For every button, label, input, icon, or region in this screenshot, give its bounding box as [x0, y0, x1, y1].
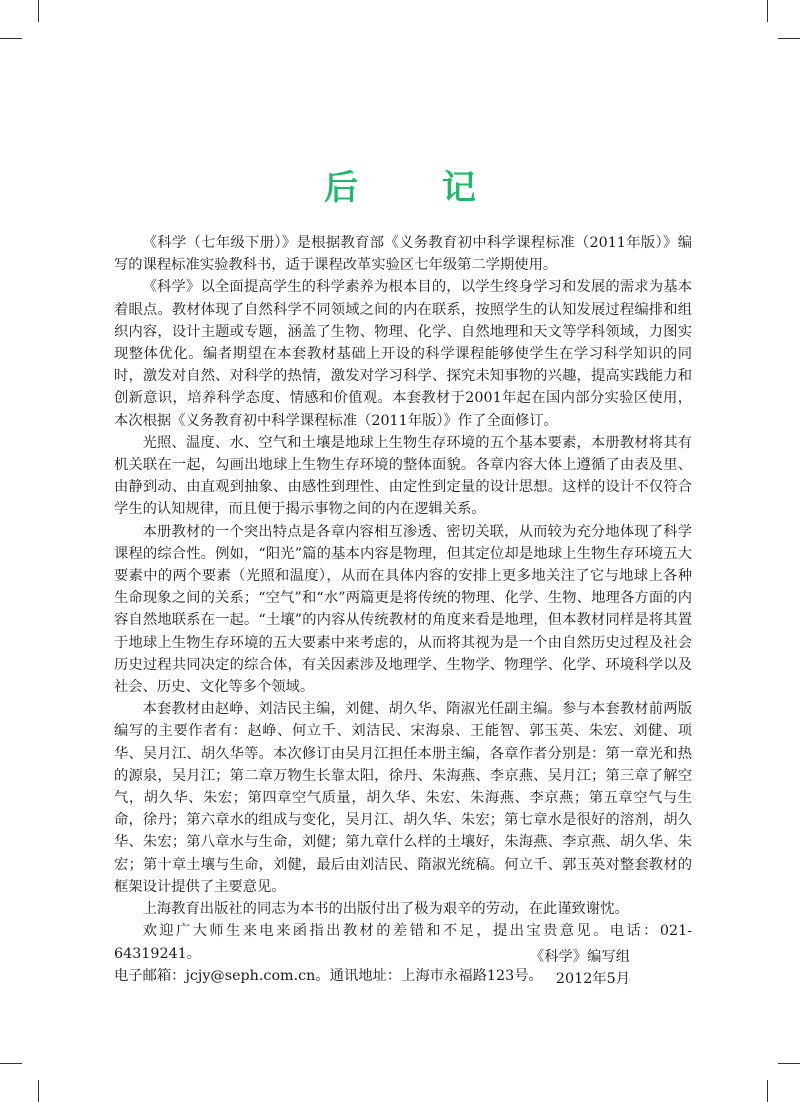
paragraph-features: 本册教材的一个突出特点是各章内容相互渗透、密切关联，从而较为充分地体现了科学课程的综合性。例如，“阳光”篇的基本内容是物理，但其定位却是地球上生物生存环境五大要素中的两个要素（光照和温度），从而在具体内容的安排上更多地关注了它与地球上各种生命现象之间的关系；“空气”和“水”两篇更是将传统的物理、化学、生物、地理各方面的内容自然地联系在一起。“土壤”的内容从传统教材的角度来看是地理，但本教材同样是将其置于地球上生物生存环境的五大要素中来考虑的，从而将其视为是一个由自然历史过程及社会历史过程共同决定的综合体，有关因素涉及地理学、生物学、物理学、化学、环境科学以及社会、历史、文化等多个领域。 — [114, 523, 692, 696]
crop-mark-left-bottom — [0, 1063, 22, 1064]
crop-mark-right-bottom — [778, 1063, 800, 1064]
paragraph-contact: 电子邮箱：jcjy@seph.com.cn。通讯地址：上海市永福路123号。 — [114, 967, 543, 984]
crop-mark-top-right — [767, 0, 768, 22]
afterword-body — [114, 232, 692, 987]
paragraph-structure: 光照、温度、水、空气和土壤是地球上生物生存环境的五个基本要素，本册教材将其有机关联在一起，勾画出地球上生物生存环境的整体面貌。各章内容大体上遵循了由表及里、由静到动、由直观到抽象、由感性到理性、由定性到定量的设计思想。这样的设计不仅符合学生的认知规律，而且便于揭示事物之间的内在逻辑关系。 — [114, 434, 692, 518]
crop-mark-bottom-right — [767, 1080, 768, 1102]
crop-mark-bottom-left — [38, 1080, 39, 1102]
page-title: 后 记 — [324, 168, 512, 208]
paragraph-feedback: 欢迎广大师生来电来函指出教材的差错和不足，提出宝贵意见。电话：021-64319241。 — [114, 923, 692, 962]
paragraph-authors: 本套教材由赵峥、刘洁民主编，刘健、胡久华、隋淑光任副主编。参与本套教材前两版编写的主要作者有：赵峥、何立千、刘洁民、宋海泉、王能智、郭玉英、朱宏、刘健、项华、吴月江、胡久华等。本次修订由吴月江担任本册主编，各章作者分别是：第一章光和热的源泉，吴月江；第二章万物生长靠太阳，徐丹、朱海燕、李京燕、吴月江；第三章了解空气，胡久华、朱宏；第四章空气质量，胡久华、朱宏、朱海燕、李京燕；第五章空气与生命，徐丹；第六章水的组成与变化，吴月江、胡久华、朱宏；第七章水是很好的溶剂，胡久华、朱宏；第八章水与生命，刘健；第九章什么样的土壤好，朱海燕、李京燕、胡久华、朱宏；第十章土壤与生命，刘健，最后由刘洁民、隋淑光统稿。何立千、郭玉英对整套教材的框架设计提供了主要意见。 — [114, 701, 692, 895]
paragraph-goals: 《科学》以全面提高学生的科学素养为根本目的，以学生终身学习和发展的需求为基本着眼点。教材体现了自然科学不同领域之间的内在联系，按照学生的认知发展过程编排和组织内容，设计主题或专题，涵盖了生物、物理、化学、自然地理和天文等学科领域，力图实现整体优化。编者期望在本套教材基础上开设的科学课程能够使学生在学习科学知识的同时，激发对自然、对科学的热情，激发对学习科学、探究未知事物的兴趣，提高实践能力和创新意识，培养科学态度、情感和价值观。本套教材于2001年起在国内部分实验区使用，本次根据《义务教育初中科学课程标准（2011年版）》作了全面修订。 — [114, 279, 692, 429]
crop-mark-left-top — [0, 38, 22, 39]
crop-mark-top-left — [38, 0, 39, 22]
crop-mark-right-top — [778, 38, 800, 39]
paragraph-intro: 《科学（七年级下册）》是根据教育部《义务教育初中科学课程标准（2011年版）》编写的课程标准实验教科书，适于课程改革实验区七年级第二学期使用。 — [114, 235, 692, 274]
signature-date: 2012年5月 — [555, 971, 630, 987]
signature-block — [400, 946, 630, 990]
paragraph-thanks: 上海教育出版社的同志为本书的出版付出了极为艰辛的劳动，在此谨致谢忱。 — [142, 901, 629, 918]
signature-group: 《科学》编写组 — [529, 949, 630, 965]
